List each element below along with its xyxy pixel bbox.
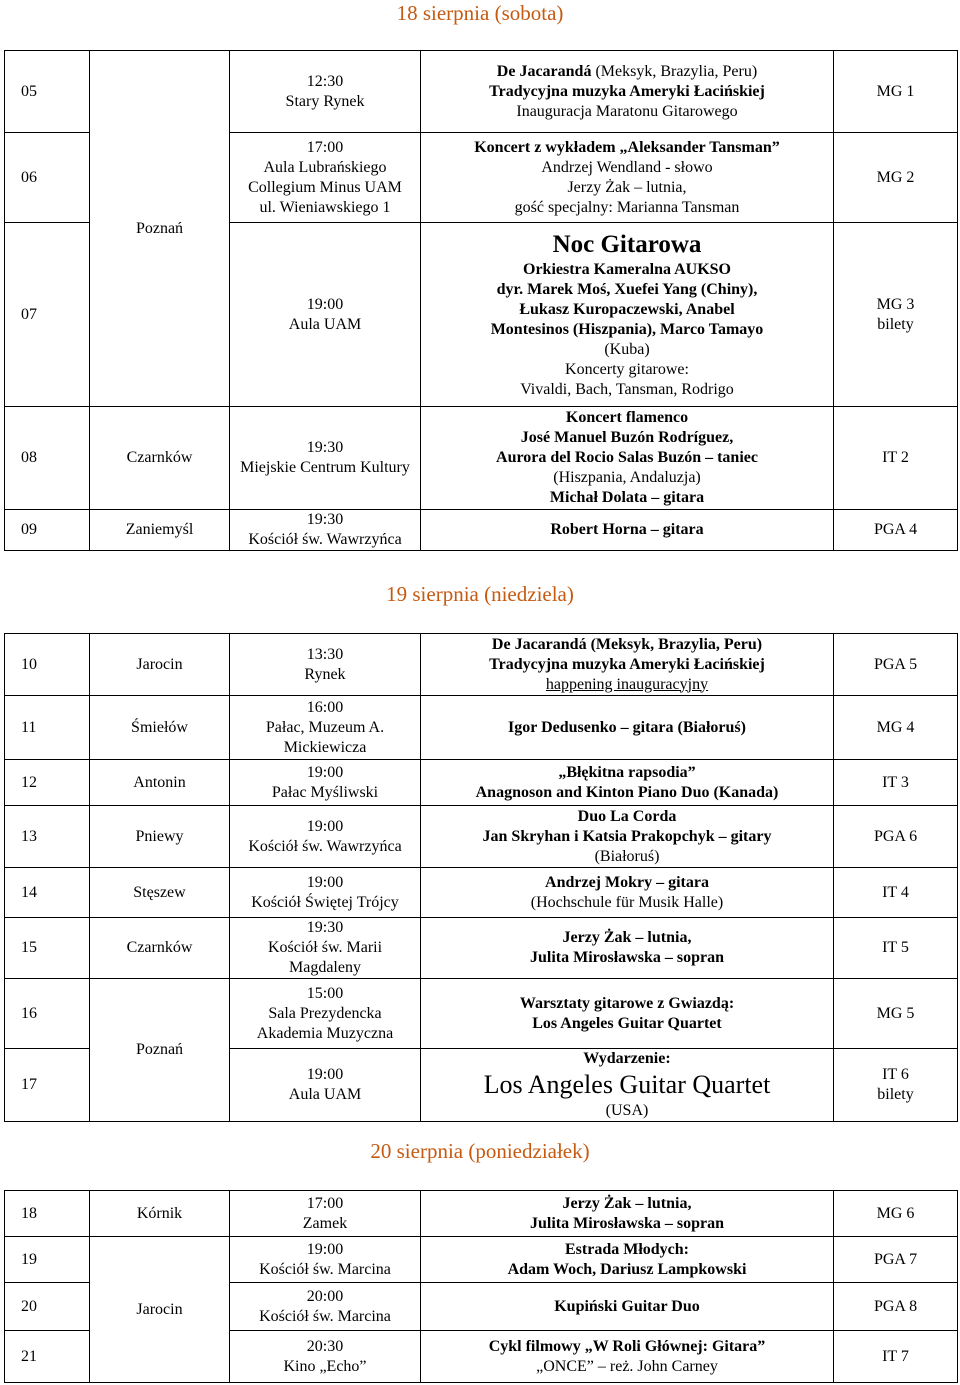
event-description — [421, 696, 834, 760]
event-place: Rynek — [304, 665, 346, 683]
event-number: 13 — [5, 806, 90, 868]
event-title: De Jacarandá — [496, 62, 592, 80]
event-place: Aula UAM — [288, 1086, 362, 1103]
event-place: Sala Prezydencka — [268, 1004, 382, 1022]
event-title: Duo La Corda — [577, 807, 677, 825]
table-row — [5, 1191, 958, 1237]
event-description — [421, 1191, 834, 1237]
event-title: De Jacarandá (Meksyk, Brazylia, Peru) — [491, 635, 763, 653]
event-line: dyr. Marek Moś, Xuefei Yang (Chiny), — [496, 280, 758, 298]
day-heading-3: 20 sierpnia (poniedziałek) — [370, 1139, 590, 1163]
event-place: Kościół św. Marii — [267, 939, 383, 956]
event-venue — [230, 133, 421, 223]
event-time: 12:30 — [306, 72, 344, 90]
table-row — [5, 760, 958, 806]
event-headline: Los Angeles Guitar Quartet — [483, 1070, 771, 1099]
event-line: Michał Dolata – gitara — [549, 489, 705, 506]
event-venue — [230, 696, 421, 760]
event-venue — [230, 1283, 421, 1331]
table-row — [5, 806, 958, 868]
event-time: 16:00 — [306, 698, 344, 716]
event-number: 05 — [5, 51, 90, 133]
event-time: 15:00 — [306, 984, 344, 1002]
event-number: 15 — [5, 918, 90, 979]
event-time: 19:30 — [306, 511, 344, 528]
event-line: (USA) — [605, 1102, 649, 1119]
event-description — [421, 1237, 834, 1283]
event-number: 08 — [5, 407, 90, 510]
event-place: Akademia Muzyczna — [256, 1024, 394, 1042]
event-line: Jerzy Żak – lutnia, — [567, 178, 687, 196]
event-line: Inauguracja Maratonu Gitarowego — [516, 102, 738, 120]
event-line: Orkiestra Kameralna AUKSO — [523, 260, 731, 278]
event-city: Pniewy — [90, 806, 230, 868]
event-line: Julita Mirosławska – sopran — [530, 949, 724, 966]
event-city: Jarocin — [90, 634, 230, 696]
event-line: Adam Woch, Dariusz Lampkowski — [507, 1260, 747, 1278]
event-line: happening inauguracyjny — [545, 675, 709, 693]
event-code: IT 3 — [834, 760, 958, 806]
event-venue — [230, 760, 421, 806]
schedule-table-day1 — [4, 50, 958, 551]
event-city: Zaniemyśl — [90, 510, 230, 551]
event-line: „ONCE” – reż. John Carney — [536, 1357, 718, 1375]
event-line: (Białoruś) — [594, 847, 660, 865]
event-city: Czarnków — [90, 918, 230, 979]
event-place: Stary Rynek — [285, 92, 365, 110]
event-code: MG 6 — [834, 1191, 958, 1237]
event-venue — [230, 510, 421, 551]
event-line: Koncerty gitarowe: — [565, 360, 689, 378]
event-title: Jerzy Żak – lutnia, — [562, 1194, 692, 1212]
event-venue — [230, 223, 421, 407]
event-number: 17 — [5, 1049, 90, 1122]
event-line: Vivaldi, Bach, Tansman, Rodrigo — [520, 380, 734, 398]
event-time: 20:00 — [306, 1287, 344, 1305]
event-line: Łukasz Kuropaczewski, Anabel — [519, 300, 735, 318]
event-place: Aula Lubrańskiego — [263, 158, 387, 176]
event-venue — [230, 634, 421, 696]
event-number: 19 — [5, 1237, 90, 1283]
event-place: Magdaleny — [289, 959, 361, 976]
event-code — [834, 1049, 958, 1122]
event-line: Jan Skryhan i Katsia Prakopchyk – gitary — [482, 827, 772, 845]
day-heading-1: 18 sierpnia (sobota) — [396, 1, 564, 25]
event-city: Jarocin — [90, 1237, 230, 1383]
event-time: 19:00 — [306, 1240, 344, 1258]
event-venue — [230, 407, 421, 510]
table-row — [5, 868, 958, 918]
event-place: Aula UAM — [288, 315, 362, 333]
event-venue — [230, 51, 421, 133]
event-code: PGA 5 — [834, 634, 958, 696]
event-description — [421, 51, 834, 133]
event-number: 11 — [5, 696, 90, 760]
event-time: 19:30 — [306, 439, 344, 456]
table-row — [5, 1237, 958, 1283]
event-number: 16 — [5, 979, 90, 1049]
event-place: Kościół Świętej Trójcy — [251, 893, 399, 911]
event-title: Noc Gitarowa — [552, 230, 702, 258]
event-place: Kino „Echo” — [283, 1357, 367, 1375]
event-number: 21 — [5, 1331, 90, 1383]
event-line: Anagnoson and Kinton Piano Duo (Kanada) — [475, 783, 779, 801]
event-description — [421, 1331, 834, 1383]
event-place: Pałac, Muzeum A. — [265, 718, 385, 736]
event-place: Kościół św. Marcina — [259, 1260, 391, 1278]
event-place: Mickiewicza — [283, 738, 367, 756]
table-row — [5, 510, 958, 551]
event-place: Zamek — [302, 1214, 348, 1232]
event-code: MG 1 — [834, 51, 958, 133]
event-code: IT 5 — [834, 918, 958, 979]
event-line: Andrzej Wendland - słowo — [541, 158, 713, 176]
event-city: Śmiełów — [90, 696, 230, 760]
event-venue — [230, 1191, 421, 1237]
event-number: 20 — [5, 1283, 90, 1331]
event-city: Czarnków — [90, 407, 230, 510]
event-line: (Hochschule für Musik Halle) — [530, 893, 724, 911]
event-code-label: IT 6 — [882, 1066, 909, 1083]
table-row — [5, 407, 958, 510]
event-line: Tradycyjna muzyka Ameryki Łacińskiej — [489, 655, 765, 673]
event-place: Miejskie Centrum Kultury — [240, 459, 410, 476]
event-description — [421, 979, 834, 1049]
event-number: 14 — [5, 868, 90, 918]
event-time: 17:00 — [306, 138, 344, 156]
event-number: 10 — [5, 634, 90, 696]
event-description — [421, 407, 834, 510]
event-code: PGA 6 — [834, 806, 958, 868]
event-venue — [230, 868, 421, 918]
event-title: Kupiński Guitar Duo — [554, 1297, 700, 1315]
event-time: 17:00 — [306, 1194, 344, 1212]
event-code: MG 4 — [834, 696, 958, 760]
event-city: Kórnik — [90, 1191, 230, 1237]
event-code: IT 7 — [834, 1331, 958, 1383]
event-description — [421, 1283, 834, 1331]
event-city: Poznań — [90, 51, 230, 407]
event-place: Kościół św. Marcina — [259, 1307, 391, 1325]
event-ticket-note: bilety — [877, 315, 914, 333]
event-code: IT 2 — [834, 407, 958, 510]
event-title: Koncert z wykładem „Aleksander Tansman” — [474, 138, 780, 156]
event-city: Antonin — [90, 760, 230, 806]
event-venue — [230, 806, 421, 868]
event-time: 13:30 — [306, 645, 344, 663]
event-time: 19:00 — [306, 1066, 344, 1083]
table-row — [5, 634, 958, 696]
event-title: Koncert flamenco — [565, 409, 689, 426]
event-subtitle: (Meksyk, Brazylia, Peru) — [591, 62, 758, 80]
event-venue — [230, 1331, 421, 1383]
event-description — [421, 760, 834, 806]
event-line: gość specjalny: Marianna Tansman — [514, 198, 740, 216]
event-title: Robert Horna – gitara — [550, 521, 704, 538]
event-title: Warsztaty gitarowe z Gwiazdą: — [519, 994, 735, 1012]
event-title: Jerzy Żak – lutnia, — [562, 929, 692, 946]
event-line: Montesinos (Hiszpania), Marco Tamayo — [490, 320, 764, 338]
event-title: „Błękitna rapsodia” — [558, 763, 696, 781]
event-title: Cykl filmowy „W Roli Głównej: Gitara” — [488, 1337, 766, 1355]
event-line: Julita Mirosławska – sopran — [530, 1214, 724, 1232]
event-time: 19:00 — [306, 817, 344, 835]
event-title: Andrzej Mokry – gitara — [545, 873, 709, 891]
event-number: 06 — [5, 133, 90, 223]
event-city: Poznań — [90, 979, 230, 1122]
event-title: Estrada Młodych: — [565, 1240, 689, 1258]
event-description — [421, 133, 834, 223]
table-row — [5, 51, 958, 133]
event-ticket-note: bilety — [877, 1086, 914, 1103]
event-place: ul. Wieniawskiego 1 — [259, 198, 391, 216]
schedule-table-day2 — [4, 633, 958, 1122]
event-description — [421, 223, 834, 407]
event-place: Collegium Minus UAM — [248, 178, 402, 196]
event-place: Pałac Myśliwski — [271, 783, 379, 801]
event-place: Kościół św. Wawrzyńca — [248, 837, 402, 855]
event-time: 19:30 — [306, 919, 344, 936]
event-time: 19:00 — [306, 763, 344, 781]
event-number: 09 — [5, 510, 90, 551]
event-number: 12 — [5, 760, 90, 806]
event-time: 20:30 — [306, 1337, 344, 1355]
event-line: (Hiszpania, Andaluzja) — [553, 469, 701, 486]
event-title: Wydarzenie: — [583, 1050, 671, 1067]
event-code: PGA 4 — [834, 510, 958, 551]
event-line: José Manuel Buzón Rodríguez, — [520, 429, 734, 446]
event-description — [421, 1049, 834, 1122]
event-code: MG 2 — [834, 133, 958, 223]
table-row — [5, 979, 958, 1049]
event-description — [421, 868, 834, 918]
table-row — [5, 918, 958, 979]
event-venue — [230, 1049, 421, 1122]
event-description — [421, 634, 834, 696]
event-place: Kościół św. Wawrzyńca — [248, 531, 402, 548]
event-number: 18 — [5, 1191, 90, 1237]
event-code-label: MG 3 — [876, 295, 915, 313]
event-description — [421, 806, 834, 868]
event-time: 19:00 — [306, 873, 344, 891]
event-line: Aurora del Rocio Salas Buzón – taniec — [496, 449, 758, 466]
event-code: MG 5 — [834, 979, 958, 1049]
event-line: (Kuba) — [604, 340, 650, 358]
event-code: PGA 8 — [834, 1283, 958, 1331]
event-city: Stęszew — [90, 868, 230, 918]
event-venue — [230, 1237, 421, 1283]
event-time: 19:00 — [306, 295, 344, 313]
event-venue — [230, 979, 421, 1049]
event-code: PGA 7 — [834, 1237, 958, 1283]
event-description — [421, 510, 834, 551]
event-line: Tradycyjna muzyka Ameryki Łacińskiej — [489, 82, 765, 100]
event-description — [421, 918, 834, 979]
day-heading-2: 19 sierpnia (niedziela) — [386, 582, 574, 606]
event-venue — [230, 918, 421, 979]
table-row — [5, 696, 958, 760]
event-title: Igor Dedusenko – gitara (Białoruś) — [508, 718, 746, 736]
event-code — [834, 223, 958, 407]
event-number: 07 — [5, 223, 90, 407]
event-line: Los Angeles Guitar Quartet — [532, 1014, 722, 1032]
event-code: IT 4 — [834, 868, 958, 918]
schedule-table-day3 — [4, 1190, 958, 1383]
